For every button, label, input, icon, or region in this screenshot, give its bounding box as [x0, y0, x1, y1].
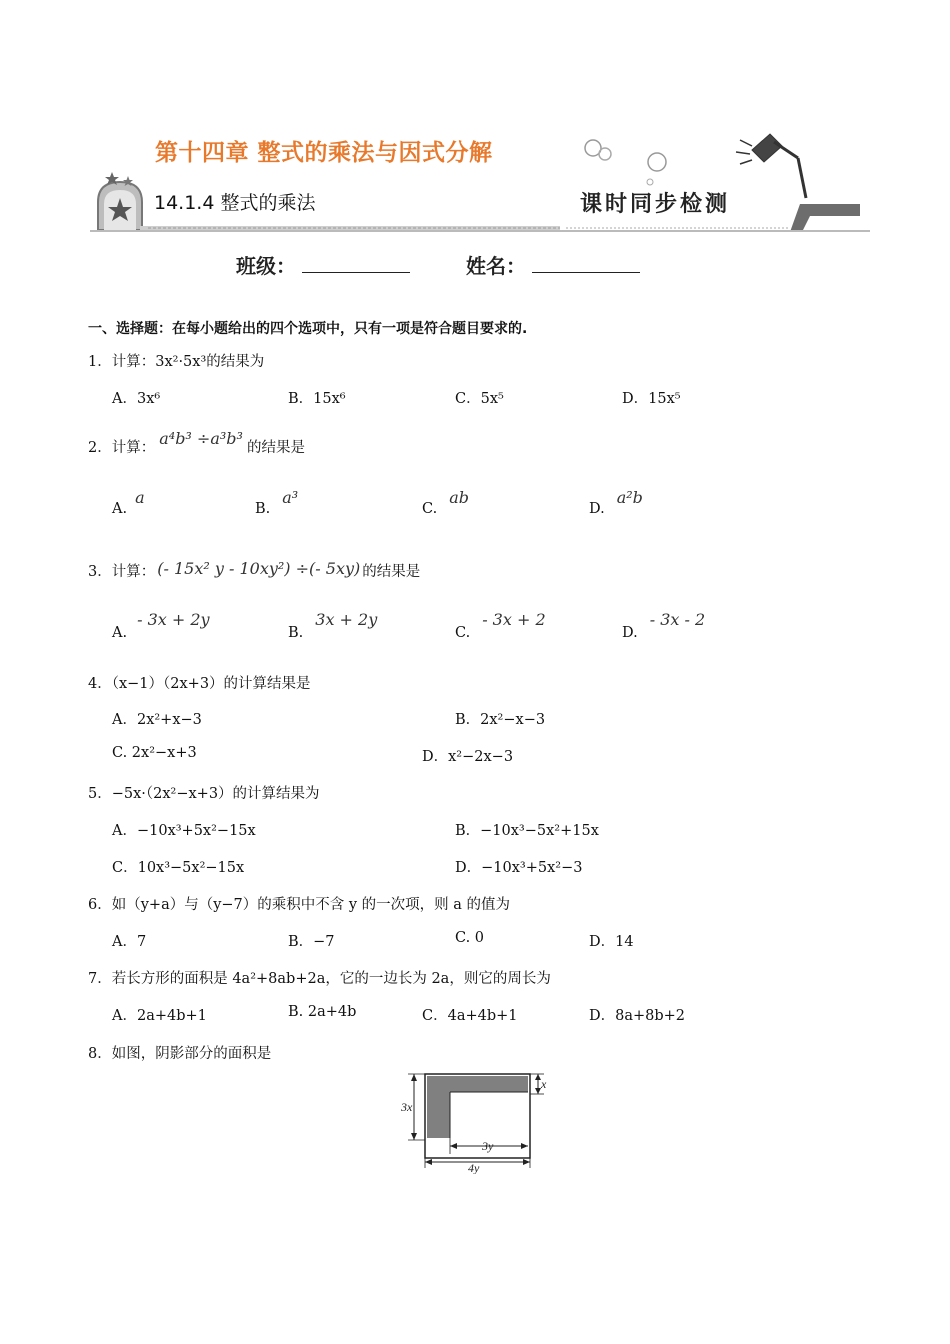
q3-option-a[interactable] — [112, 610, 210, 641]
q4-option-c[interactable]: C. 2x²−x+3 — [112, 745, 197, 761]
q3-stem-math: (- 15x² y - 10xy²) ÷(- 5xy) — [157, 559, 361, 578]
q2-option-d-math: a²b — [616, 488, 643, 507]
name-blank[interactable] — [532, 254, 640, 273]
q3-option-c[interactable] — [455, 610, 546, 641]
section-intro: 一、选择题：在每小题给出的四个选项中，只有一项是符合题目要求的. — [88, 321, 528, 337]
q3-option-b[interactable] — [288, 610, 378, 641]
q3-option-b-label: B. — [288, 625, 304, 641]
class-label: 班级： — [236, 254, 296, 278]
q1-option-a[interactable]: A．3x⁶ — [112, 391, 161, 407]
q2-stem-math: a⁴b³ ÷a³b³ — [159, 429, 243, 448]
label-3y: 3y — [482, 1139, 494, 1153]
name-label: 姓名： — [466, 254, 526, 278]
q3-option-d[interactable] — [622, 610, 706, 641]
sync-title: 课时同步检测 — [580, 191, 731, 217]
q3-option-b-math: 3x + 2y — [315, 610, 378, 629]
bubbles-decoration — [585, 140, 666, 185]
q6-option-c[interactable]: C. 0 — [455, 930, 485, 946]
q4-option-a[interactable]: A．2x²+x−3 — [112, 712, 202, 728]
q2-stem-prefix: 2．计算： — [88, 440, 156, 456]
q7-option-c[interactable]: C．4a+4b+1 — [422, 1008, 518, 1024]
q2-option-a-math: a — [135, 488, 145, 507]
q3-option-a-label: A. — [112, 625, 128, 641]
q3-option-c-math: - 3x + 2 — [482, 610, 546, 629]
q2-option-a-label: A. — [112, 501, 128, 517]
q3-stem-suffix: 的结果是 — [362, 564, 421, 580]
class-blank[interactable] — [302, 254, 410, 273]
q3-option-d-label: D. — [622, 625, 638, 641]
q6-option-a[interactable]: A．7 — [112, 934, 147, 950]
chapter-title: 第十四章 整式的乘法与因式分解 — [155, 140, 493, 166]
q2-stem-suffix: 的结果是 — [246, 440, 305, 456]
q2-option-c[interactable] — [422, 488, 469, 517]
q2-option-b-math: a³ — [282, 488, 299, 507]
section-title: 14.1.4 整式的乘法 — [154, 192, 316, 214]
shaded-area-figure — [400, 1068, 560, 1174]
q5-option-b[interactable]: B．−10x³−5x²+15x — [455, 823, 599, 839]
question-6-stem: 6．如（y+a）与（y−7）的乘积中不含 y 的一次项，则 a 的值为 — [88, 897, 511, 913]
q3-stem-prefix: 3．计算： — [88, 564, 156, 580]
q2-option-d-label: D. — [589, 501, 605, 517]
desk-lamp-icon — [736, 134, 806, 198]
star-badge-icon — [98, 172, 142, 230]
q7-option-d[interactable]: D．8a+8b+2 — [589, 1008, 686, 1024]
q2-option-c-math: ab — [449, 488, 469, 507]
q5-option-c[interactable]: C．10x³−5x²−15x — [112, 860, 245, 876]
q2-option-b-label: B. — [255, 501, 271, 517]
question-8-stem: 8．如图，阴影部分的面积是 — [88, 1046, 272, 1062]
question-5-stem: 5．−5x·（2x²−x+3）的计算结果为 — [88, 786, 320, 802]
q6-option-d[interactable]: D．14 — [589, 934, 634, 950]
question-4-stem: 4．（x−1）（2x+3）的计算结果是 — [88, 676, 311, 692]
q6-option-b[interactable]: B．−7 — [288, 934, 335, 950]
label-4y: 4y — [468, 1161, 480, 1174]
label-3x: 3x — [401, 1100, 413, 1114]
q2-option-b[interactable] — [255, 488, 299, 517]
q3-option-a-math: - 3x + 2y — [137, 610, 210, 629]
q7-option-b[interactable]: B. 2a+4b — [288, 1004, 357, 1020]
q5-option-a[interactable]: A．−10x³+5x²−15x — [112, 823, 256, 839]
shaded-region — [427, 1076, 528, 1138]
question-1-stem: 1．计算：3x²·5x³的结果为 — [88, 354, 265, 370]
class-field[interactable] — [236, 250, 410, 279]
q3-option-c-label: C. — [455, 625, 471, 641]
name-field[interactable] — [466, 250, 640, 279]
q7-option-a[interactable]: A．2a+4b+1 — [112, 1008, 207, 1024]
q1-option-d[interactable]: D．15x⁵ — [622, 391, 681, 407]
q2-option-a[interactable] — [112, 488, 145, 517]
q1-option-c[interactable]: C．5x⁵ — [455, 391, 504, 407]
q2-option-c-label: C. — [422, 501, 438, 517]
q3-option-d-math: - 3x - 2 — [649, 610, 706, 629]
q1-option-b[interactable]: B．15x⁶ — [288, 391, 346, 407]
q5-option-d[interactable]: D．−10x³+5x²−3 — [455, 860, 583, 876]
question-7-stem: 7．若长方形的面积是 4a²+8ab+2a，它的一边长为 2a，则它的周长为 — [88, 971, 551, 987]
q4-option-d[interactable]: D．x²−2x−3 — [422, 749, 514, 765]
question-3-stem — [88, 560, 420, 581]
q2-option-d[interactable] — [589, 488, 643, 517]
label-x: x — [541, 1077, 547, 1091]
question-2-stem — [88, 429, 305, 457]
q4-option-b[interactable]: B．2x²−x−3 — [455, 712, 546, 728]
